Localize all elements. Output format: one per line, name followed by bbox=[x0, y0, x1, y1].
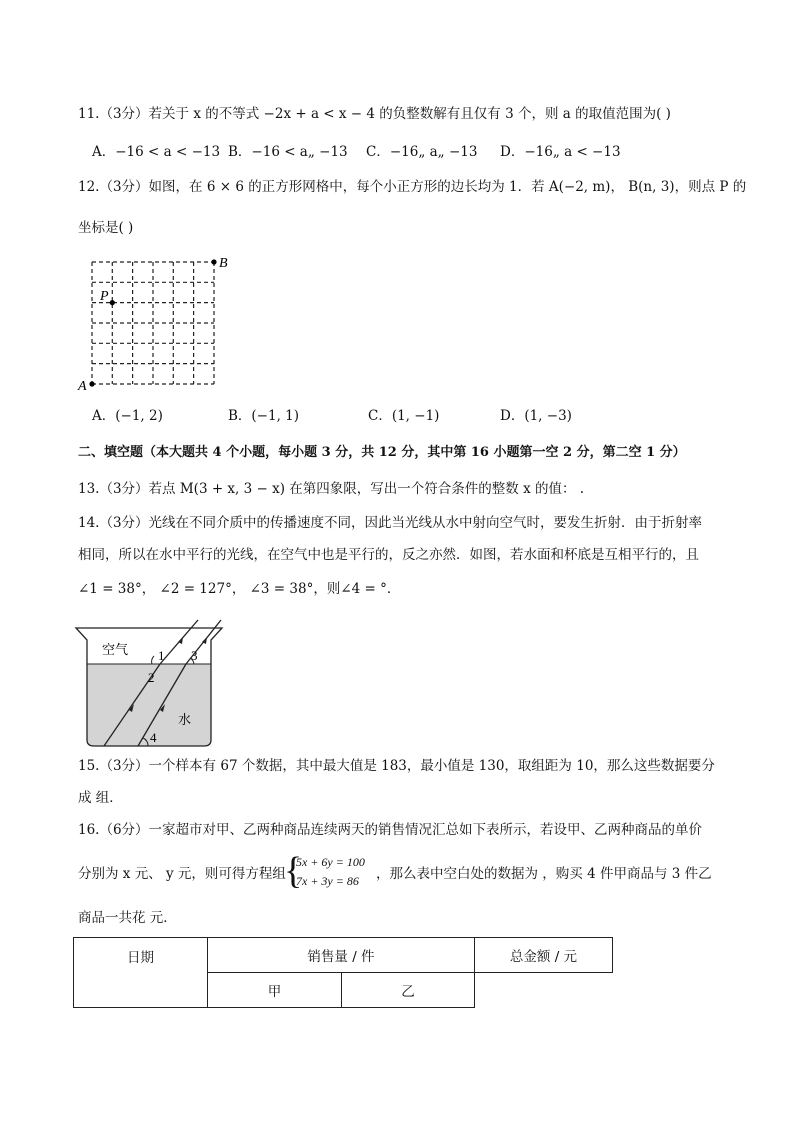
label-p: P bbox=[100, 289, 109, 304]
subheader-b: 乙 bbox=[342, 973, 475, 1008]
q14-line3: ∠1 = 38°， ∠2 = 127°， ∠3 = 38°，则∠4 = °． bbox=[78, 581, 401, 597]
q12-option-b: B．(−1, 1) bbox=[228, 408, 300, 424]
point-a bbox=[89, 381, 94, 386]
point-b bbox=[211, 259, 216, 264]
label-water: 水 bbox=[178, 713, 192, 728]
label-angle2: 2 bbox=[148, 670, 155, 685]
q11-option-a: A．−16 < a < −13 bbox=[92, 144, 221, 160]
q15-line1: 15.（3分）一个样本有 67 个数据，其中最大值是 183，最小值是 130，取组距为 10，那么这些数据要分 bbox=[78, 758, 715, 774]
header-sales: 销售量 / 件 bbox=[208, 938, 475, 973]
label-angle1: 1 bbox=[158, 648, 165, 663]
q11-option-b: B．−16 < a„ −13 bbox=[228, 144, 348, 160]
q14-line2: 相同，所以在水中平行的光线，在空气中也是平行的，反之亦然．如图，若水面和杯底是互相平行的，且 bbox=[78, 547, 699, 563]
header-total: 总金额 / 元 bbox=[475, 938, 613, 973]
q16-line2-post: ，那么表中空白处的数据为 ，购买 4 件甲商品与 3 件乙 bbox=[376, 866, 712, 882]
point-p bbox=[110, 300, 115, 305]
label-b: B bbox=[219, 256, 228, 271]
q16-line1: 16.（6分）一家超市对甲、乙两种商品连续两天的销售情况汇总如下表所示，若设甲、乙两种商品的单价 bbox=[78, 822, 703, 838]
q11-option-c: C．−16„ a„ −13 bbox=[366, 144, 478, 160]
q11-option-d: D．−16„ a < −13 bbox=[500, 144, 621, 160]
q12-option-a: A．(−1, 2) bbox=[92, 408, 163, 424]
sales-table bbox=[73, 937, 613, 1008]
q14-line1: 14.（3分）光线在不同介质中的传播速度不同，因此当光线从水中射向空气时，要发生折射．由于折射率 bbox=[78, 515, 703, 531]
equation-brace: { bbox=[284, 850, 303, 892]
q13-stem: 13.（3分）若点 M(3 + x, 3 − x) 在第四象限，写出一个符合条件的整数 x 的值： . bbox=[78, 481, 585, 497]
equation-2: 7x + 3y = 86 bbox=[296, 874, 359, 888]
q12-grid-figure bbox=[74, 252, 244, 394]
label-angle4: 4 bbox=[150, 730, 157, 745]
q12-stem-line1: 12.（3分）如图，在 6 × 6 的正方形网格中，每个小正方形的边长均为 1．若 A(−2, m)， B(n, 3)，则点 P 的 bbox=[78, 179, 747, 195]
header-date: 日期 bbox=[74, 938, 208, 1008]
q16-line3: 商品一共花 元． bbox=[78, 910, 177, 926]
label-angle3: 3 bbox=[191, 648, 198, 663]
q14-beaker-figure bbox=[74, 618, 224, 750]
q12-stem-line2: 坐标是( ) bbox=[78, 220, 134, 236]
q11-stem: 11.（3分）若关于 x 的不等式 −2x + a < x − 4 的负整数解有且仅有 3 个，则 a 的取值范围为( ) bbox=[78, 106, 671, 122]
q15-line2: 成 组． bbox=[78, 790, 123, 806]
label-a: A bbox=[78, 379, 87, 394]
section2-title: 二、填空题（本大题共 4 个小题，每小题 3 分，共 12 分，其中第 16 小题第一空 2 分，第二空 1 分） bbox=[78, 445, 686, 460]
q12-option-d: D．(1, −3) bbox=[500, 408, 572, 424]
equation-1: 5x + 6y = 100 bbox=[296, 855, 365, 869]
subheader-a: 甲 bbox=[208, 973, 342, 1008]
label-air: 空气 bbox=[102, 643, 129, 658]
q12-grid bbox=[92, 262, 214, 384]
q16-line2-pre: 分别为 x 元、 y 元，则可得方程组 bbox=[78, 866, 286, 882]
q12-option-c: C．(1, −1) bbox=[368, 408, 440, 424]
